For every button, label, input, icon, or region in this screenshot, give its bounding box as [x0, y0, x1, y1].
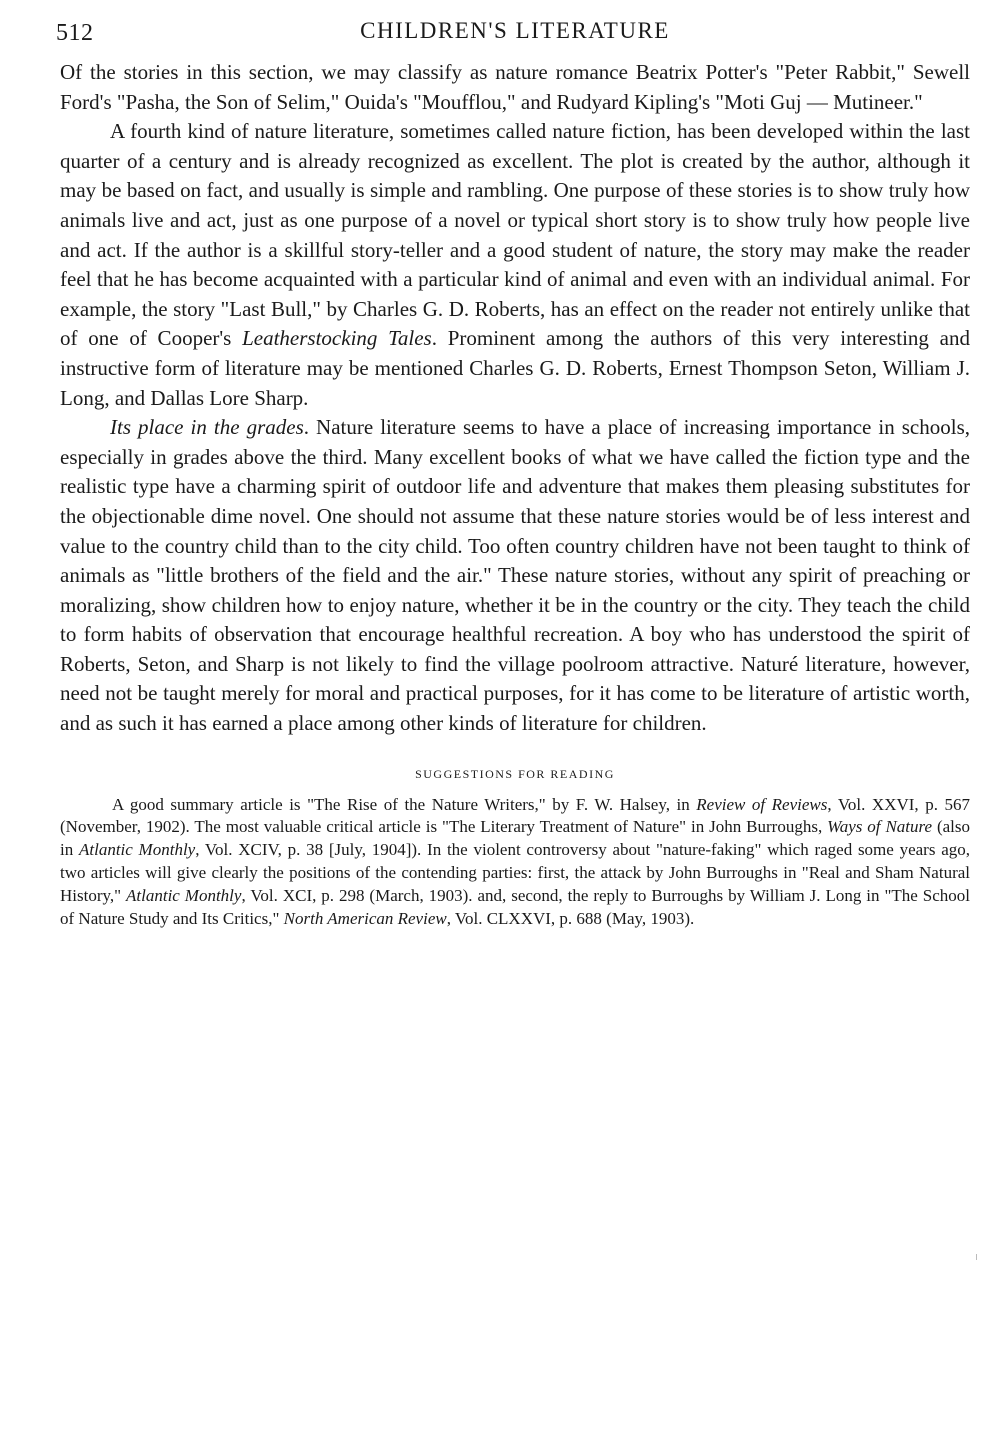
body-text — [60, 58, 970, 739]
paragraph-text: . Nature literature seems to have a place of increasing importance in schools, especially in grades above the third. Many excellent books of what we have called the fiction type and the realistic type have a charming spirit of outdoor life and adventure that makes them pleasing substitutes for the objectionable dime novel. One should not assume that these nature stories would be of less interest and value to the country child than to the city child. Too often country children have not been taught to think of animals as "little brothers of the field and the air." These nature stories, without any spirit of preaching or moralizing, show children how to enjoy nature, whether it be in the country or the city. They teach the child to form habits of observation that encourage healthful recreation. A boy who has understood the spirit of Roberts, Seton, and Sharp is not likely to find the village poolroom attractive. Naturé literature, however, need not be taught merely for moral and practical purposes, for it has come to be literature of artistic worth, and as such it has earned a place among other kinds of literature for children. — [60, 415, 970, 736]
page-number: 512 — [56, 20, 94, 46]
reading-text: (also in — [60, 817, 971, 860]
reading-text: , Vol. XCIV, p. 38 [July, 1904]). In the violent controversy about "nature-faking" which raged some years ago, two articles will give clearly the positions of the contending parties: first, the attack by John Burroughs in "Real and Sham Natural History," — [60, 840, 970, 905]
paragraph-nature-romance — [60, 58, 970, 117]
paragraph-text: A fourth kind of nature literature, sometimes called nature fiction, has been developed within the last quarter of a century and is already recognized as excellent. The plot is created by the author, although it may be based on fact, and usually is simple and rambling. One purpose of these stories is to show truly how animals live and act, just as one purpose of a novel or typical short story is to show truly how people live and act. If the author is a skillful story-teller and a good student of nature, the story may make the reader feel that he has become acquainted with a particular kind of animal and even with an individual animal. For example, the story "Last Bull," by Charles G. D. Roberts, has an effect on the reader not entirely unlike that of one of Cooper's — [60, 119, 970, 351]
reading-text: , Vol. XXVI, p. 567 (November, 1902). The most valuable critical article is "The Literary Treatment of Nature" in John Burroughs, — [60, 794, 970, 837]
running-head — [56, 18, 970, 52]
reading-text: , Vol. CLXXVI, p. 688 (May, 1903). — [446, 908, 695, 928]
suggestions-heading: SUGGESTIONS FOR READING — [415, 766, 615, 781]
run-in-heading: Its place in the grades — [110, 415, 304, 440]
journal-title: Atlantic Monthly — [126, 885, 242, 905]
book-title: Ways of Nature — [827, 817, 933, 837]
paragraph-text: . Prominent among the authors of this very interesting and instructive form of literature may be mentioned Charles G. D. Roberts, Ernest Thompson Seton, William J. Long, and Dallas Lore Sharp. — [60, 326, 971, 410]
paragraph-nature-fiction — [60, 117, 970, 413]
reading-paragraph — [60, 794, 970, 931]
paragraph-text: Of the stories in this section, we may classify as nature romance Beatrix Potter's "Peter Rabbit," Sewell Ford's "Pasha, the Son of Selim," Ouida's "Moufflou," and Rudyard Kipling's "Moti Guj — Mutineer." — [60, 60, 970, 114]
reading-text: , Vol. XCI, p. 298 (March, 1903). and, second, the reply to Burroughs by William J. Long in "The School of Nature Study and Its Critics," — [60, 885, 970, 928]
journal-title: Atlantic Monthly — [78, 840, 196, 860]
scan-edge-mark — [976, 1254, 977, 1260]
book-page — [56, 18, 971, 930]
book-title-italic: Leatherstocking Tales — [242, 326, 432, 351]
journal-title: Review of Reviews — [696, 794, 828, 814]
suggestions-for-reading — [60, 794, 970, 931]
journal-title: North American Review — [283, 908, 447, 928]
running-title: CHILDREN'S LITERATURE — [360, 18, 670, 43]
reading-text: A good summary article is "The Rise of the Nature Writers," by F. W. Halsey, in — [112, 794, 697, 814]
paragraph-place-in-grades — [60, 413, 970, 739]
